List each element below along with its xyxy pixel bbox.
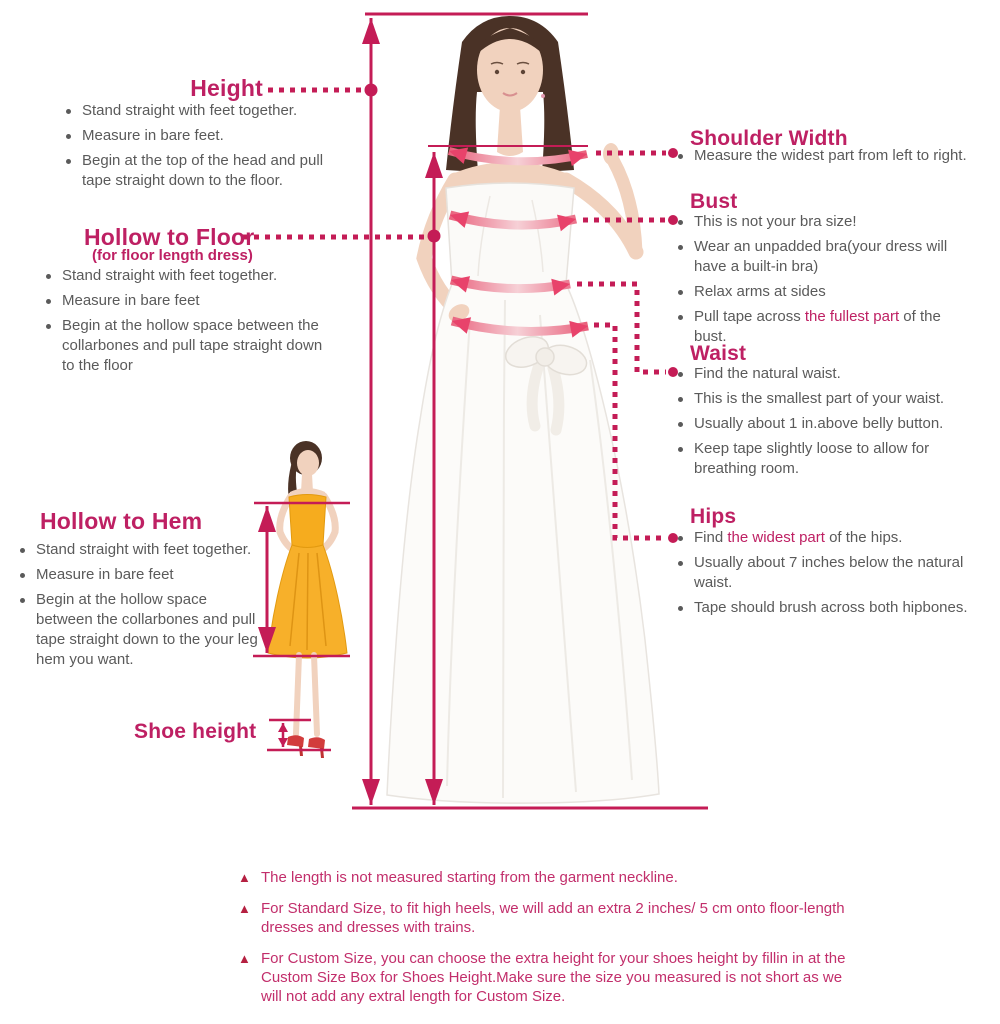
- warning-triangle-icon: ▲: [238, 870, 251, 885]
- hollow-to-hem-bullets: [14, 540, 260, 675]
- model-small-illustration: [268, 441, 347, 758]
- bullet-item: Measure in bare feet.: [60, 126, 330, 146]
- shoulder-width-title: Shoulder Width: [690, 127, 848, 150]
- bullet-item: Tape should brush across both hipbones.: [672, 598, 972, 618]
- height-bullets: [60, 101, 330, 196]
- bullet-item: Relax arms at sides: [672, 282, 964, 302]
- hollow-to-floor-subtitle: (for floor length dress): [92, 247, 253, 264]
- hollow-to-hem-title: Hollow to Hem: [40, 508, 203, 534]
- note-item: [238, 899, 850, 937]
- bullet-item: This is not your bra size!: [672, 212, 964, 232]
- bullet-item: Pull tape across the fullest part of the bust.: [672, 307, 964, 347]
- bullet-item: Measure in bare feet: [14, 565, 260, 585]
- model-large-illustration: [387, 16, 659, 803]
- bullet-item: Find the widest part of the hips.: [672, 528, 972, 548]
- height-title: Height: [190, 75, 263, 101]
- waist-title: Waist: [690, 342, 747, 365]
- bullet-item: Stand straight with feet together.: [14, 540, 260, 560]
- hips-title: Hips: [690, 505, 737, 528]
- bust-bullets: [672, 212, 964, 352]
- dress-bodice: [446, 183, 574, 291]
- bullet-item: Begin at the top of the head and pull tape straight down to the floor.: [60, 151, 330, 191]
- bullet-item: Usually about 7 inches below the natural waist.: [672, 553, 972, 593]
- bullet-item: Measure the widest part from left to right.: [672, 146, 994, 166]
- warning-triangle-icon: ▲: [238, 951, 251, 966]
- bullet-item: Measure in bare feet: [40, 291, 332, 311]
- footer-notes: [238, 868, 850, 1018]
- bust-title: Bust: [690, 190, 738, 213]
- note-text: For Standard Size, to fit high heels, we will add an extra 2 inches/ 5 cm onto floor-length dresses and dresses with trains.: [261, 900, 845, 936]
- hollow-to-floor-bullets: [40, 266, 332, 381]
- bullet-item: Find the natural waist.: [672, 364, 964, 384]
- highlighted-phrase: the fullest part: [804, 308, 900, 325]
- red-heels: [287, 735, 325, 758]
- waist-bullets: [672, 364, 964, 484]
- bullet-item: Usually about 1 in.above belly button.: [672, 414, 964, 434]
- bullet-item: Keep tape slightly loose to allow for breathing room.: [672, 439, 964, 479]
- bullet-item: Stand straight with feet together.: [60, 101, 330, 121]
- hollow-to-floor-title: Hollow to Floor: [84, 224, 255, 250]
- bullet-item: Stand straight with feet together.: [40, 266, 332, 286]
- note-text: For Custom Size, you can choose the extra height for your shoes height by fillin in at the Custom Size Box for Shoes Height.Make sure the size you measured is not short as we will not add any extral length for Custom Size.: [261, 950, 846, 1005]
- bullet-item: Wear an unpadded bra(your dress will have a built-in bra): [672, 237, 964, 277]
- shoe-height-title: Shoe height: [134, 720, 257, 743]
- note-item: [238, 868, 850, 887]
- highlighted-phrase: the widest part: [727, 529, 825, 546]
- hips-bullets: [672, 528, 972, 623]
- bullet-item: Begin at the hollow space between the collarbones and pull tape straight down to the your leg hem you want.: [14, 590, 260, 670]
- note-text: The length is not measured starting from the garment neckline.: [261, 869, 678, 886]
- warning-triangle-icon: ▲: [238, 901, 251, 916]
- note-item: [238, 949, 850, 1006]
- bullet-item: Begin at the hollow space between the collarbones and pull tape straight down to the floor: [40, 316, 332, 376]
- bullet-item: This is the smallest part of your waist.: [672, 389, 964, 409]
- shoulder-width-bullets: [672, 146, 994, 171]
